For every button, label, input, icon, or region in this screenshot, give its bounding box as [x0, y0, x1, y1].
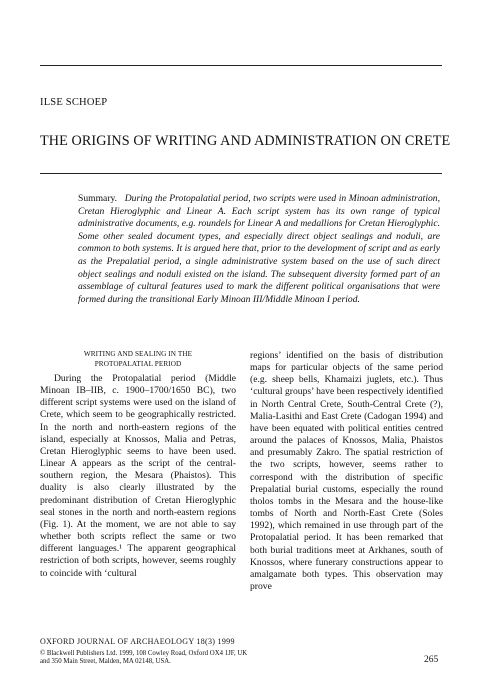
body-left-column: During the Protopalatial period (Middle Minoan IB–IIB, c. 1900–1700/1650 BC), two different script systems were used on the island of Crete, which seem to be geographically restricted. In the north and north-eastern regions of the island, especially at Knossos, Malia and Petras, Cretan Hieroglyphic seems to have been used. Linear A appears as the script of the central-southern region, the Mesara (Phaistos). This duality is also clearly illustrated by the predominant distribution of Cretan Hieroglyphic seal stones in the north and north-eastern regions (Fig. 1). At the moment, we are not able to say whether both scripts reflect the same or two different languages.¹ The apparent geographical restriction of both scripts, however, seems roughly to coincide with ‘cultural [40, 373, 236, 579]
body-right-column: regions’ identified on the basis of distribution maps for particular objects of the same period (e.g. sheep bells, Khamaizi juglets, etc.). Thus ‘cultural groups’ have been respectively identified in North Central Crete, South-Central Crete (?), Malia-Lasithi and East Crete (Cadogan 1994) and have been equated with political entities centred around the palaces of Knossos, Malia, Phaistos and presumably Zakro. The spatial restriction of the two scripts, however, seems rather to correspond with the distribution of specific Prepalatial burial customs, especially the round tholos tombs in the Mesara and the house-like tombs of North and North-East Crete (Soles 1992), which remained in use through part of the Protopalatial period. It has been remarked that both burial traditions meet at Arkhanes, south of Knossos, where funerary constructions appear to amalgamate both types. This observation may prove [250, 350, 443, 592]
top-rule [40, 65, 442, 66]
abstract-text: During the Protopalatial period, two scripts were used in Minoan administration, Cretan Hieroglyphic and Linear A. Each script system has its own range of typical administrative documents, e.g. roundels for Linear A and medallions for Cretan Hieroglyphic. Some other sealed document types, and especially direct object sealings and noduli, are common to both systems. It is argued here that, prior to the development of script and as early as the Prepalatial period, a single administrative system based on the use of such direct object sealings and noduli existed on the island. The subsequent diversity formed part of an assemblage of cultural features used to mark the different political organisations that were formed during the transitional Early Minoan III/Middle Minoan I period. [78, 193, 441, 305]
title-rule [40, 173, 442, 174]
abstract-label: Summary. [78, 193, 118, 204]
page-number: 265 [424, 655, 439, 665]
article-title: THE ORIGINS OF WRITING AND ADMINISTRATION ON CRETE [40, 133, 451, 149]
author-name: ILSE SCHOEP [40, 97, 108, 108]
abstract [78, 193, 440, 306]
copyright-line-2: and 350 Main Street, Malden, MA 02148, USA. [40, 658, 171, 665]
copyright-line-1: © Blackwell Publishers Ltd. 1999, 108 Cowley Road, Oxford OX4 1JF, UK [40, 650, 248, 657]
section-heading: WRITING AND SEALING IN THE PROTOPALATIAL PERIOD [83, 350, 193, 368]
journal-citation: OXFORD JOURNAL OF ARCHAEOLOGY 18(3) 1999 [40, 637, 235, 646]
copyright-notice [40, 650, 247, 666]
